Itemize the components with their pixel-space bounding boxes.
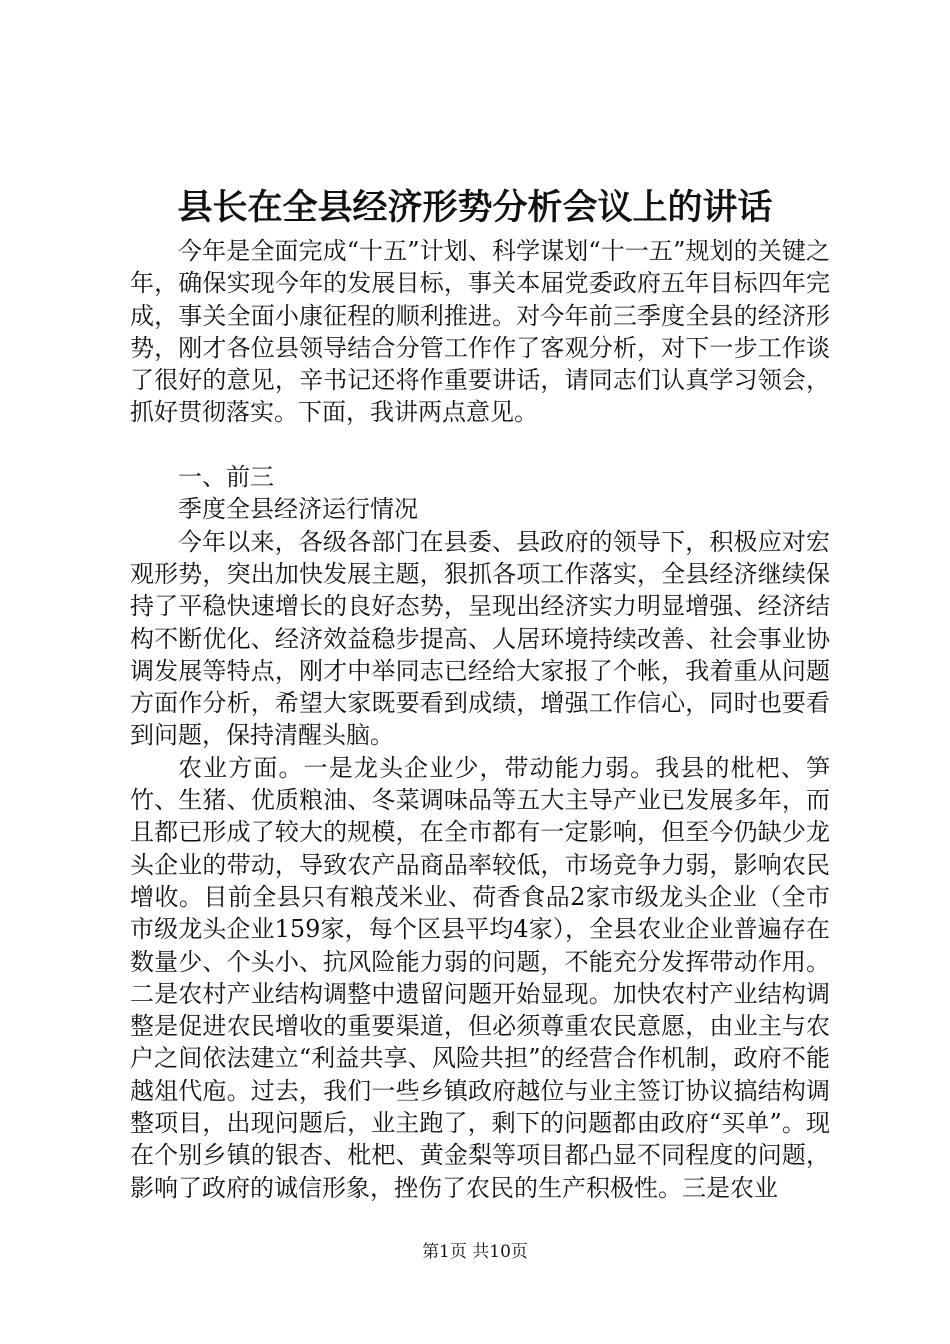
blank-line [130,429,830,461]
agriculture-paragraph: 农业方面。一是龙头企业少，带动能力弱。我县的枇杷、笋竹、生猪、优质粮油、冬菜调味品等五大主导产业已发展多年，而且都已形成了较大的规模，在全市都有一定影响，但至今仍缺少龙头企业的带动，导致农产品商品率较低，市场竞争力弱，影响农民增收。目前全县只有粮茂米业、荷香食品2家市级龙头企业（全市市级龙头企业159家，每个区县平均4家），全县农业企业普遍存在数量少、个头小、抗风险能力弱的问题，不能充分发挥带动作用。二是农村产业结构调整中遗留问题开始显现。加快农村产业结构调整是促进农民增收的重要渠道，但必须尊重农民意愿，由业主与农户之间依法建立“利益共享、风险共担”的经营合作机制，政府不能越俎代庖。过去，我们一些乡镇政府越位与业主签订协议搞结构调整项目，出现问题后，业主跑了，剩下的问题都由政府“买单”。现在个别乡镇的银杏、枇杷、黄金梨等项目都凸显不同程度的问题，影响了政府的诚信形象，挫伤了农民的生产积极性。三是农业 [130,753,830,1202]
intro-paragraph: 今年是全面完成“十五”计划、科学谋划“十一五”规划的关键之年，确保实现今年的发展目标，事关本届党委政府五年目标四年完成，事关全面小康征程的顺利推进。对今年前三季度全县的经济形势，刚才各位县领导结合分管工作作了客观分析，对下一步工作谈了很好的意见，辛书记还将作重要讲话，请同志们认真学习领会，抓好贯彻落实。下面，我讲两点意见。 [130,237,830,427]
section-heading-line-2: 季度全县经济运行情况 [178,495,418,524]
section-heading-line-1: 一、前三 [178,463,274,492]
document-body [130,235,830,1204]
page-number-footer: 第1页 共10页 [422,1242,528,1262]
document-title: 县长在全县经济形势分析会议上的讲话 [177,187,773,228]
overview-paragraph: 今年以来，各级各部门在县委、县政府的领导下，积极应对宏观形势，突出加快发展主题，狠抓各项工作落实，全县经济继续保持了平稳快速增长的良好态势，呈现出经济实力明显增强、经济结构不断优化、经济效益稳步提高、人居环境持续改善、社会事业协调发展等特点，刚才中举同志已经给大家报了个帐，我着重从问题方面作分析，希望大家既要看到成绩，增强工作信心，同时也要看到问题，保持清醒头脑。 [130,527,830,750]
